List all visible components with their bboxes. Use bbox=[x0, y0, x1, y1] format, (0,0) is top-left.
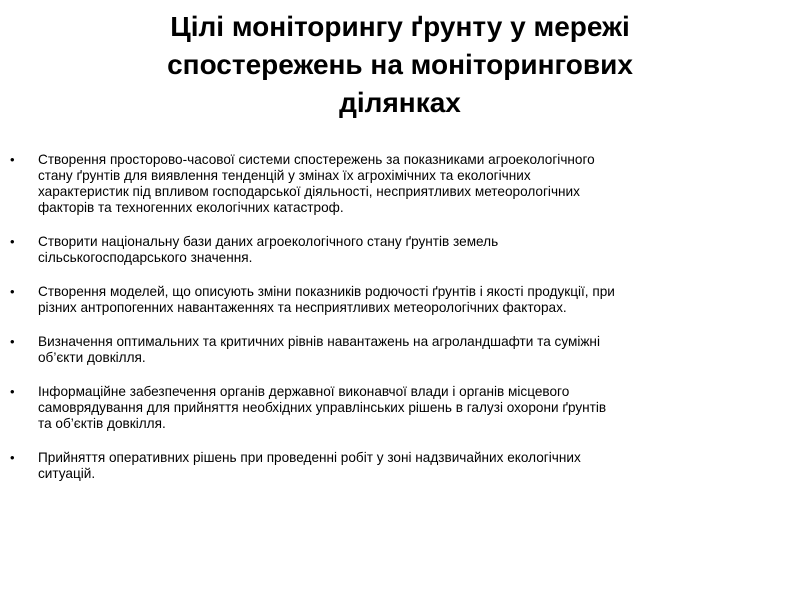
bullet-line: факторів та техногенних екологічних катастроф. bbox=[38, 200, 344, 215]
bullet-item bbox=[0, 234, 800, 266]
bullet-line: характеристик під впливом господарської діяльності, несприятливих метеорологічних bbox=[38, 184, 580, 199]
bullet-line: та об’єктів довкілля. bbox=[38, 416, 166, 431]
bullet-item bbox=[0, 384, 800, 432]
bullet-dot-icon: • bbox=[10, 384, 15, 399]
slide-title-line: Цілі моніторингу ґрунту у мережі bbox=[170, 11, 630, 42]
bullet-line: самоврядування для прийняття необхідних управлінських рішень в галузі охорони ґрунтів bbox=[38, 400, 607, 415]
bullet-item bbox=[0, 284, 800, 316]
bullet-text bbox=[38, 450, 794, 482]
bullet-text bbox=[38, 334, 794, 366]
slide-title-line: спостережень на моніторингових bbox=[167, 49, 633, 80]
bullet-text bbox=[38, 284, 794, 316]
bullet-item bbox=[0, 152, 800, 216]
slide-title bbox=[60, 8, 740, 122]
bullet-dot-icon: • bbox=[10, 152, 15, 167]
bullet-dot-icon: • bbox=[10, 234, 15, 249]
bullet-list bbox=[0, 152, 800, 500]
bullet-line: Прийняття оперативних рішень при проведенні робіт у зоні надзвичайних екологічних bbox=[38, 450, 581, 465]
bullet-item bbox=[0, 334, 800, 366]
bullet-line: різних антропогенних навантаженнях та несприятливих метеорологічних факторах. bbox=[38, 300, 567, 315]
bullet-line: Створення моделей, що описують зміни показників родючості ґрунтів і якості продукції, при bbox=[38, 284, 615, 299]
bullet-dot-icon: • bbox=[10, 450, 15, 465]
slide-title-line: ділянках bbox=[339, 87, 461, 118]
bullet-line: Створення просторово-часової системи спостережень за показниками агроекологічного bbox=[38, 152, 595, 167]
bullet-line: сільськогосподарського значення. bbox=[38, 250, 253, 265]
bullet-line: ситуацій. bbox=[38, 466, 96, 481]
bullet-line: Створити національну бази даних агроекологічного стану ґрунтів земель bbox=[38, 234, 499, 249]
bullet-line: об’єкти довкілля. bbox=[38, 350, 146, 365]
bullet-text bbox=[38, 234, 794, 266]
bullet-dot-icon: • bbox=[10, 284, 15, 299]
bullet-line: стану ґрунтів для виявлення тенденцій у змінах їх агрохімічних та екологічних bbox=[38, 168, 531, 183]
bullet-item bbox=[0, 450, 800, 482]
bullet-text bbox=[38, 384, 794, 432]
bullet-line: Інформаційне забезпечення органів державної виконавчої влади і органів місцевого bbox=[38, 384, 570, 399]
bullet-dot-icon: • bbox=[10, 334, 15, 349]
bullet-text bbox=[38, 152, 794, 216]
bullet-line: Визначення оптимальних та критичних рівнів навантажень на агроландшафти та суміжні bbox=[38, 334, 600, 349]
